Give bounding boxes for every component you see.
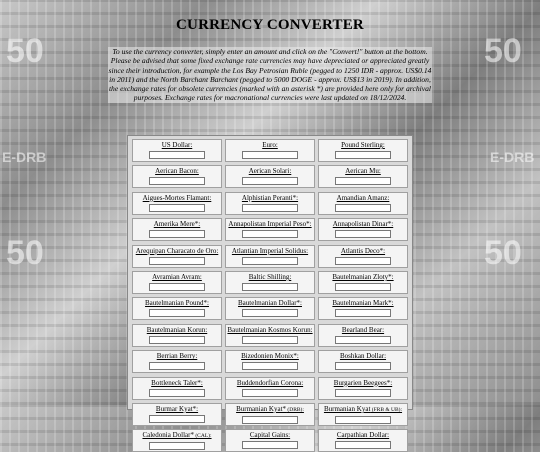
banknote-decoration-right: E-DRB	[490, 149, 535, 165]
currency-label	[319, 194, 407, 202]
currency-label	[226, 220, 314, 228]
currency-cell	[318, 324, 408, 347]
currency-label	[133, 352, 221, 360]
currency-amount-input[interactable]	[242, 441, 298, 449]
currency-label	[133, 379, 221, 387]
currency-amount-input[interactable]	[242, 283, 298, 291]
currency-cell	[225, 324, 315, 347]
currency-amount-input[interactable]	[335, 416, 391, 424]
currency-label	[226, 431, 314, 439]
currency-amount-input[interactable]	[335, 204, 391, 212]
currency-label	[133, 167, 221, 175]
currency-cell	[132, 350, 222, 373]
banknote-50-left: 50	[6, 32, 44, 70]
currency-name: Arequipan Characato de Oro:	[135, 246, 219, 255]
currency-name: Atlantian Imperial Solidus:	[231, 246, 309, 255]
currency-label	[133, 299, 221, 307]
currency-label	[226, 194, 314, 202]
currency-label	[319, 431, 407, 439]
currency-amount-input[interactable]	[335, 177, 391, 185]
currency-name: Annapolistan Imperial Peso*:	[228, 220, 312, 229]
currency-name: Burmar Kyat*:	[155, 405, 199, 413]
currency-label	[319, 326, 407, 334]
currency-cell	[132, 245, 222, 268]
currency-amount-input[interactable]	[242, 151, 298, 159]
currency-name: Bautelmanian Kosmos Korun:	[227, 325, 313, 334]
currency-cell	[132, 165, 222, 188]
currency-amount-input[interactable]	[335, 230, 391, 238]
currency-amount-input[interactable]	[335, 362, 391, 370]
page-title: CURRENCY CONVERTER	[176, 17, 364, 33]
currency-cell	[225, 218, 315, 241]
currency-label	[226, 352, 314, 360]
currency-cell	[132, 403, 222, 426]
currency-amount-input[interactable]	[242, 362, 298, 370]
currency-label	[319, 379, 407, 387]
banknote-50-right-2: 50	[484, 234, 522, 272]
currency-name: Aigues-Mortes Flamant:	[142, 193, 212, 202]
currency-cell	[132, 271, 222, 294]
currency-label	[226, 273, 314, 281]
currency-amount-input[interactable]	[149, 415, 205, 423]
currency-label	[133, 326, 221, 334]
currency-name: Buddendorfian Corona:	[236, 378, 304, 387]
currency-name: Bottleneck Taler*:	[151, 378, 203, 387]
currency-name: Capital Gains:	[249, 431, 291, 440]
currency-label	[226, 299, 314, 307]
currency-cell	[318, 377, 408, 400]
currency-amount-input[interactable]	[149, 177, 205, 185]
currency-name: Aerican Mu:	[345, 167, 381, 176]
currency-amount-input[interactable]	[335, 441, 391, 449]
currency-name: Bautelmanian Pound*:	[145, 299, 209, 308]
currency-name: Alphistian Peranti*:	[241, 193, 299, 202]
currency-note: (DRB):	[286, 407, 304, 413]
currency-name: Burmanian Kyat	[323, 405, 371, 413]
currency-name: Euro:	[262, 141, 278, 149]
currency-amount-input[interactable]	[149, 442, 205, 450]
currency-label	[226, 247, 314, 255]
currency-label	[319, 273, 407, 281]
currency-amount-input[interactable]	[149, 362, 205, 370]
currency-cell	[225, 297, 315, 320]
currency-name: Amandian Amanz:	[336, 193, 390, 202]
currency-cell	[225, 139, 315, 162]
currency-cell	[225, 377, 315, 400]
currency-cell	[318, 429, 408, 452]
currency-cell	[318, 271, 408, 294]
currency-amount-input[interactable]	[149, 151, 205, 159]
currency-amount-input[interactable]	[242, 177, 298, 185]
currency-name: Aerican Bacon:	[155, 167, 199, 176]
currency-label	[319, 220, 407, 228]
currency-name: Carpathian Dollar:	[336, 431, 390, 440]
currency-label	[319, 299, 407, 307]
currency-label	[319, 352, 407, 360]
currency-label	[319, 405, 407, 414]
currency-cell	[318, 165, 408, 188]
currency-label	[133, 220, 221, 228]
currency-name: Bautelmanian Zloty*:	[332, 273, 394, 281]
currency-name: Aerican Solari:	[248, 167, 292, 176]
currency-label	[319, 167, 407, 175]
currency-amount-input[interactable]	[149, 204, 205, 212]
currency-cell	[318, 297, 408, 320]
currency-cell	[132, 324, 222, 347]
currency-label	[226, 141, 314, 149]
currency-cell	[318, 139, 408, 162]
currency-cell	[132, 429, 222, 452]
currency-name: Bautelmanian Korun:	[146, 325, 208, 334]
currency-label	[319, 247, 407, 255]
banknote-decoration-left: E-DRB	[2, 149, 47, 165]
currency-name: Bautelmanian Dollar*:	[238, 299, 302, 308]
currency-amount-input[interactable]	[242, 257, 298, 265]
currency-amount-input[interactable]	[242, 416, 298, 424]
currency-amount-input[interactable]	[149, 283, 205, 291]
currency-cell	[132, 218, 222, 241]
currency-cell	[318, 350, 408, 373]
currency-amount-input[interactable]	[242, 389, 298, 397]
currency-name: Amerika Mere*:	[153, 220, 201, 229]
currency-cell	[318, 192, 408, 215]
currency-name: Pound Sterling:	[341, 141, 385, 149]
currency-label	[133, 273, 221, 281]
currency-amount-input[interactable]	[242, 230, 298, 238]
currency-amount-input[interactable]	[242, 336, 298, 344]
currency-label	[133, 247, 221, 255]
currency-amount-input[interactable]	[242, 204, 298, 212]
currency-name: Avramian Avram:	[152, 273, 202, 281]
currency-amount-input[interactable]	[335, 283, 391, 291]
currency-cell	[225, 165, 315, 188]
currency-amount-input[interactable]	[149, 230, 205, 238]
currency-name: Baltic Shilling:	[248, 273, 292, 281]
currency-label	[319, 141, 407, 149]
currency-label	[226, 326, 314, 334]
currency-cell	[225, 350, 315, 373]
currency-cell	[132, 297, 222, 320]
currency-note: (FRB & UB):	[370, 407, 403, 413]
currency-cell	[318, 218, 408, 241]
currency-cell	[318, 245, 408, 268]
currency-amount-input[interactable]	[335, 336, 391, 344]
currency-cell	[225, 271, 315, 294]
currency-name: Bautelmanian Mark*:	[332, 299, 394, 308]
currency-label	[226, 167, 314, 175]
currency-name: Atlantis Deco*:	[340, 246, 386, 255]
currency-label	[133, 194, 221, 202]
currency-amount-input[interactable]	[335, 389, 391, 397]
currency-cell	[225, 403, 315, 426]
currency-label	[133, 405, 221, 413]
currency-name: Berrian Berry:	[156, 352, 198, 361]
currency-amount-input[interactable]	[335, 309, 391, 317]
converter-table	[127, 135, 413, 440]
currency-cell	[132, 139, 222, 162]
currency-amount-input[interactable]	[149, 257, 205, 265]
currency-label	[226, 405, 314, 414]
currency-cell	[318, 403, 408, 426]
currency-cell	[132, 377, 222, 400]
currency-name: Burgarien Beegees*:	[333, 378, 393, 387]
currency-name: US Dollar:	[161, 141, 193, 149]
currency-name: Boshkan Dollar:	[339, 352, 387, 361]
currency-name: Bizedonien Monix*:	[241, 352, 299, 361]
currency-amount-input[interactable]	[149, 336, 205, 344]
currency-amount-input[interactable]	[335, 257, 391, 265]
currency-amount-input[interactable]	[242, 309, 298, 317]
currency-label	[133, 431, 221, 440]
banknote-50-left-2: 50	[6, 234, 44, 272]
currency-amount-input[interactable]	[149, 389, 205, 397]
intro-text: To use the currency converter, simply enter an amount and click on the "Convert!" button at the bottom. Please be advised that some fixed exchange rate currencies may have depreciated or appreciated greatly since their introduction, for example the Los Bay Petrosian Ruble (pegged to 1250 IDR - approx. US$0.14 in 2011) and the North Barchant Barchant (pegged to 5000 DOGE - approx. US$13 in 2019). In addition, the exchange rates for obsolete currencies (marked with an asterisk *) are provided here only for archival purposes. Exchange rates for macronational currencies were last updated on 18/12/2024.	[108, 47, 432, 103]
currency-cell	[225, 245, 315, 268]
currency-label	[133, 141, 221, 149]
currency-name: Caledonia Dollar*	[142, 431, 194, 440]
currency-cell	[225, 429, 315, 452]
currency-name: Bearland Bear:	[341, 325, 385, 334]
banknote-50-right: 50	[484, 32, 522, 70]
currency-label	[226, 379, 314, 387]
currency-amount-input[interactable]	[335, 151, 391, 159]
currency-name: Annapolistan Dinar*:	[332, 220, 394, 229]
currency-note: (CAL):	[193, 433, 212, 440]
currency-cell	[132, 192, 222, 215]
currency-name: Burmanian Kyat*	[236, 405, 287, 413]
currency-amount-input[interactable]	[149, 309, 205, 317]
currency-cell	[225, 192, 315, 215]
